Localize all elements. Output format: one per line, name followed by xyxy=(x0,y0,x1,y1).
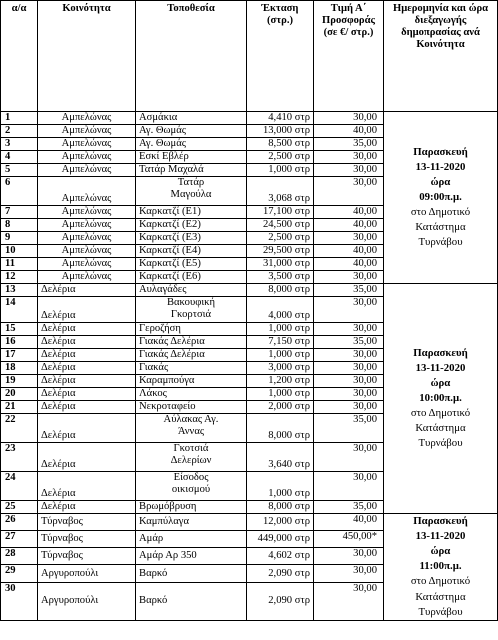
row-timi: 35,00 xyxy=(314,138,384,151)
row-ektasi: 1,000 στρ xyxy=(247,472,314,501)
row-number: 17 xyxy=(1,349,38,362)
auction-day: Παρασκευή xyxy=(413,346,468,359)
row-koinotita: Αμπελώνας xyxy=(38,206,136,219)
row-topothesia-line: Λάκος xyxy=(139,388,167,400)
row-topothesia xyxy=(136,245,247,258)
row-ektasi: 3,500 στρ xyxy=(247,271,314,284)
row-number: 19 xyxy=(1,375,38,388)
row-topothesia-line: Εσκί Εβλέρ xyxy=(139,151,189,163)
row-ektasi: 24,500 στρ xyxy=(247,219,314,232)
auction-time: 11:00π.μ. xyxy=(419,560,462,573)
row-topothesia-line: Καρκατζί (Ε2) xyxy=(139,219,201,231)
row-topothesia-line: Καρκατζί (Ε1) xyxy=(139,206,201,218)
auction-date: 13-11-2020 xyxy=(415,361,466,374)
row-number: 4 xyxy=(1,151,38,164)
row-number: 16 xyxy=(1,336,38,349)
row-topothesia-line: Γκορτσιά xyxy=(170,308,212,320)
row-number: 14 xyxy=(1,297,38,323)
row-topothesia-line: Βαρκό xyxy=(139,595,168,607)
row-koinotita: Τύρναβος xyxy=(38,514,136,531)
header-aa: α/α xyxy=(1,1,38,112)
row-number: 27 xyxy=(1,531,38,548)
auction-day: Παρασκευή xyxy=(413,515,468,527)
row-ektasi: 3,068 στρ xyxy=(247,177,314,206)
row-ektasi: 7,150 στρ xyxy=(247,336,314,349)
row-topothesia xyxy=(136,112,247,125)
row-ektasi: 1,200 στρ xyxy=(247,375,314,388)
table-row xyxy=(1,112,498,125)
row-koinotita: Αμπελώνας xyxy=(38,232,136,245)
row-topothesia-line: Βρωμόβρυση xyxy=(139,501,197,513)
row-koinotita: Δελέρια xyxy=(38,388,136,401)
header-koinotita: Κοινότητα xyxy=(38,1,136,112)
row-topothesia xyxy=(136,414,247,443)
auction-place: Κατάστημα xyxy=(415,221,466,234)
row-topothesia-line: Αμάρ xyxy=(139,533,164,545)
row-topothesia-line: Καρκατζί (Ε5) xyxy=(139,258,201,270)
row-koinotita: Αμπελώνας xyxy=(38,219,136,232)
row-timi: 40,00 xyxy=(314,206,384,219)
row-ektasi: 8,500 στρ xyxy=(247,138,314,151)
row-ektasi: 8,000 στρ xyxy=(247,501,314,514)
row-topothesia-line: Γιακάς xyxy=(139,362,169,374)
row-ektasi: 1,000 στρ xyxy=(247,388,314,401)
auction-place: στο Δημοτικό xyxy=(410,575,471,588)
auction-place: Τυρνάβου xyxy=(418,236,463,249)
auction-date: 13-11-2020 xyxy=(415,160,466,173)
row-topothesia xyxy=(136,388,247,401)
auction-date-cell xyxy=(384,514,498,621)
row-ektasi: 1,000 στρ xyxy=(247,349,314,362)
row-koinotita: Δελέρια xyxy=(38,501,136,514)
row-topothesia xyxy=(136,401,247,414)
row-number: 15 xyxy=(1,323,38,336)
table-row xyxy=(1,514,498,531)
row-topothesia-line: Ασμάκια xyxy=(139,112,178,124)
row-timi: 450,00* xyxy=(314,531,384,548)
row-number: 3 xyxy=(1,138,38,151)
row-koinotita: Αμπελώνας xyxy=(38,245,136,258)
row-topothesia xyxy=(136,375,247,388)
row-topothesia xyxy=(136,472,247,501)
row-koinotita: Δελέρια xyxy=(38,297,136,323)
row-topothesia xyxy=(136,582,247,620)
row-topothesia-line: Μαγούλα xyxy=(170,188,212,200)
row-topothesia-line: Τατάρ xyxy=(177,177,205,188)
row-number: 20 xyxy=(1,388,38,401)
row-ektasi: 4,410 στρ xyxy=(247,112,314,125)
row-topothesia-line: Δελερίων xyxy=(170,454,212,466)
auction-place: στο Δημοτικό xyxy=(410,206,471,219)
row-koinotita: Δελέρια xyxy=(38,362,136,375)
row-number: 30 xyxy=(1,582,38,620)
row-topothesia xyxy=(136,548,247,565)
row-timi: 30,00 xyxy=(314,388,384,401)
row-koinotita: Αμπελώνας xyxy=(38,112,136,125)
auction-time: 10:00π.μ. xyxy=(419,391,462,404)
row-topothesia xyxy=(136,164,247,177)
auction-date-cell xyxy=(384,284,498,514)
row-ektasi: 8,000 στρ xyxy=(247,284,314,297)
row-number: 9 xyxy=(1,232,38,245)
row-number: 24 xyxy=(1,472,38,501)
row-topothesia-line: Καρκατζί (Ε4) xyxy=(139,245,201,257)
row-koinotita: Αμπελώνας xyxy=(38,151,136,164)
row-ektasi: 1,000 στρ xyxy=(247,164,314,177)
row-koinotita: Αμπελώνας xyxy=(38,271,136,284)
row-topothesia xyxy=(136,323,247,336)
row-topothesia-line: Αύλακας Αγ. xyxy=(163,414,219,425)
row-number: 12 xyxy=(1,271,38,284)
row-timi: 30,00 xyxy=(314,548,384,565)
row-topothesia-line: Άννας xyxy=(177,425,205,437)
row-topothesia-line: Γεροζήση xyxy=(139,323,181,335)
row-topothesia-line: Καρκατζί (Ε6) xyxy=(139,271,201,283)
row-topothesia-line: Καρκατζί (Ε3) xyxy=(139,232,201,244)
row-timi: 35,00 xyxy=(314,336,384,349)
row-number: 10 xyxy=(1,245,38,258)
row-ektasi: 4,602 στρ xyxy=(247,548,314,565)
row-topothesia-line: Γκοτσιά xyxy=(173,443,209,454)
row-topothesia-line: Αμάρ Αρ 350 xyxy=(139,550,197,562)
row-topothesia xyxy=(136,232,247,245)
row-timi: 30,00 xyxy=(314,297,384,323)
row-topothesia xyxy=(136,258,247,271)
row-ektasi: 2,090 στρ xyxy=(247,582,314,620)
row-number: 8 xyxy=(1,219,38,232)
row-timi: 30,00 xyxy=(314,362,384,375)
header-timi: Τιμή Α΄ Προσφοράς (σε €/ στρ.) xyxy=(314,1,384,112)
row-ektasi: 3,000 στρ xyxy=(247,362,314,375)
row-timi: 35,00 xyxy=(314,284,384,297)
row-timi: 35,00 xyxy=(314,501,384,514)
row-ektasi: 2,090 στρ xyxy=(247,565,314,582)
row-ektasi: 12,000 στρ xyxy=(247,514,314,531)
row-koinotita: Τύρναβος xyxy=(38,548,136,565)
row-topothesia-line: Βακουφική xyxy=(166,297,216,308)
row-koinotita: Δελέρια xyxy=(38,323,136,336)
auction-place: Κατάστημα xyxy=(415,422,466,435)
row-timi: 35,00 xyxy=(314,414,384,443)
row-topothesia xyxy=(136,206,247,219)
row-timi: 40,00 xyxy=(314,219,384,232)
row-topothesia-line: Γιακάς Δελέρια xyxy=(139,336,205,348)
row-ektasi: 2,500 στρ xyxy=(247,232,314,245)
row-koinotita: Δελέρια xyxy=(38,375,136,388)
row-ektasi: 449,000 στρ xyxy=(247,531,314,548)
row-koinotita: Αργυροπούλι xyxy=(38,582,136,620)
row-topothesia-line: οικισμού xyxy=(171,483,211,495)
row-timi: 30,00 xyxy=(314,472,384,501)
row-topothesia-line: Καραμπούγα xyxy=(139,375,195,387)
auction-day: Παρασκευή xyxy=(413,145,468,158)
row-number: 28 xyxy=(1,548,38,565)
row-topothesia-line: Τατάρ Μαχαλά xyxy=(139,164,204,176)
row-number: 6 xyxy=(1,177,38,206)
row-ektasi: 3,640 στρ xyxy=(247,443,314,472)
row-number: 25 xyxy=(1,501,38,514)
row-timi: 30,00 xyxy=(314,375,384,388)
row-topothesia-line: Βαρκό xyxy=(139,567,168,579)
row-topothesia xyxy=(136,151,247,164)
row-timi: 30,00 xyxy=(314,401,384,414)
row-timi: 40,00 xyxy=(314,125,384,138)
table-body xyxy=(1,112,498,621)
row-timi: 30,00 xyxy=(314,271,384,284)
row-koinotita: Αμπελώνας xyxy=(38,138,136,151)
row-topothesia-line: Αγ. Θωμάς xyxy=(139,125,186,137)
row-number: 13 xyxy=(1,284,38,297)
row-topothesia xyxy=(136,443,247,472)
row-topothesia xyxy=(136,349,247,362)
table-row xyxy=(1,284,498,297)
row-topothesia xyxy=(136,297,247,323)
row-topothesia xyxy=(136,125,247,138)
row-topothesia xyxy=(136,177,247,206)
row-koinotita: Τύρναβος xyxy=(38,531,136,548)
row-koinotita: Αμπελώνας xyxy=(38,258,136,271)
row-koinotita: Δελέρια xyxy=(38,349,136,362)
row-ektasi: 8,000 στρ xyxy=(247,414,314,443)
row-koinotita: Δελέρια xyxy=(38,472,136,501)
row-timi: 30,00 xyxy=(314,443,384,472)
row-ektasi: 2,500 στρ xyxy=(247,151,314,164)
table-header xyxy=(1,1,498,112)
auction-time-label: ώρα xyxy=(430,376,451,389)
auction-place: Τυρνάβου xyxy=(418,437,463,450)
auction-time: 09:00π.μ. xyxy=(419,190,462,203)
row-number: 21 xyxy=(1,401,38,414)
row-topothesia xyxy=(136,531,247,548)
row-timi: 30,00 xyxy=(314,112,384,125)
row-topothesia xyxy=(136,565,247,582)
row-timi: 40,00 xyxy=(314,245,384,258)
row-number: 11 xyxy=(1,258,38,271)
row-koinotita: Αργυροπούλι xyxy=(38,565,136,582)
row-topothesia xyxy=(136,138,247,151)
row-ektasi: 2,000 στρ xyxy=(247,401,314,414)
row-number: 5 xyxy=(1,164,38,177)
auction-place: Τυρνάβου xyxy=(418,605,463,618)
row-number: 18 xyxy=(1,362,38,375)
row-koinotita: Δελέρια xyxy=(38,284,136,297)
row-koinotita: Αμπελώνας xyxy=(38,177,136,206)
row-timi: 40,00 xyxy=(314,258,384,271)
row-topothesia-line: Γιακάς Δελέρια xyxy=(139,349,205,361)
row-timi: 30,00 xyxy=(314,565,384,582)
auction-place: στο Δημοτικό xyxy=(410,407,471,420)
row-topothesia-line: Αγ. Θωμάς xyxy=(139,138,186,150)
row-ektasi: 13,000 στρ xyxy=(247,125,314,138)
row-ektasi: 29,500 στρ xyxy=(247,245,314,258)
row-number: 29 xyxy=(1,565,38,582)
auction-time-label: ώρα xyxy=(430,545,451,558)
row-ektasi: 4,000 στρ xyxy=(247,297,314,323)
row-topothesia xyxy=(136,362,247,375)
row-koinotita: Δελέρια xyxy=(38,401,136,414)
auction-date: 13-11-2020 xyxy=(415,530,466,543)
row-timi: 30,00 xyxy=(314,164,384,177)
auction-place: Κατάστημα xyxy=(415,590,466,603)
row-koinotita: Δελέρια xyxy=(38,336,136,349)
row-ektasi: 31,000 στρ xyxy=(247,258,314,271)
row-number: 22 xyxy=(1,414,38,443)
row-topothesia-line: Αυλαγάδες xyxy=(139,284,187,296)
row-koinotita: Αμπελώνας xyxy=(38,164,136,177)
row-timi: 30,00 xyxy=(314,177,384,206)
header-topothesia: Τοποθεσία xyxy=(136,1,247,112)
header-ektasi: Έκταση (στρ.) xyxy=(247,1,314,112)
row-number: 26 xyxy=(1,514,38,531)
row-topothesia-line: Είσοδος xyxy=(173,472,209,483)
row-ektasi: 1,000 στρ xyxy=(247,323,314,336)
row-timi: 30,00 xyxy=(314,349,384,362)
auction-date-cell xyxy=(384,112,498,284)
row-number: 2 xyxy=(1,125,38,138)
row-topothesia xyxy=(136,284,247,297)
row-topothesia xyxy=(136,336,247,349)
row-timi: 30,00 xyxy=(314,232,384,245)
row-timi: 30,00 xyxy=(314,582,384,620)
row-timi: 40,00 xyxy=(314,514,384,531)
row-koinotita: Δελέρια xyxy=(38,443,136,472)
row-ektasi: 17,100 στρ xyxy=(247,206,314,219)
row-koinotita: Δελέρια xyxy=(38,414,136,443)
row-number: 7 xyxy=(1,206,38,219)
row-number: 23 xyxy=(1,443,38,472)
auction-time-label: ώρα xyxy=(430,175,451,188)
row-topothesia xyxy=(136,271,247,284)
row-koinotita: Αμπελώνας xyxy=(38,125,136,138)
row-topothesia xyxy=(136,219,247,232)
row-timi: 30,00 xyxy=(314,323,384,336)
row-number: 1 xyxy=(1,112,38,125)
row-topothesia-line: Καμπύλαγα xyxy=(139,516,189,528)
row-timi: 30,00 xyxy=(314,151,384,164)
row-topothesia xyxy=(136,501,247,514)
row-topothesia-line: Νεκροταφείο xyxy=(139,401,196,413)
row-topothesia xyxy=(136,514,247,531)
header-imerominia: Ημερομηνία και ώρα διεξαγωγής δημοπρασίας ανά Κοινότητα xyxy=(384,1,498,112)
